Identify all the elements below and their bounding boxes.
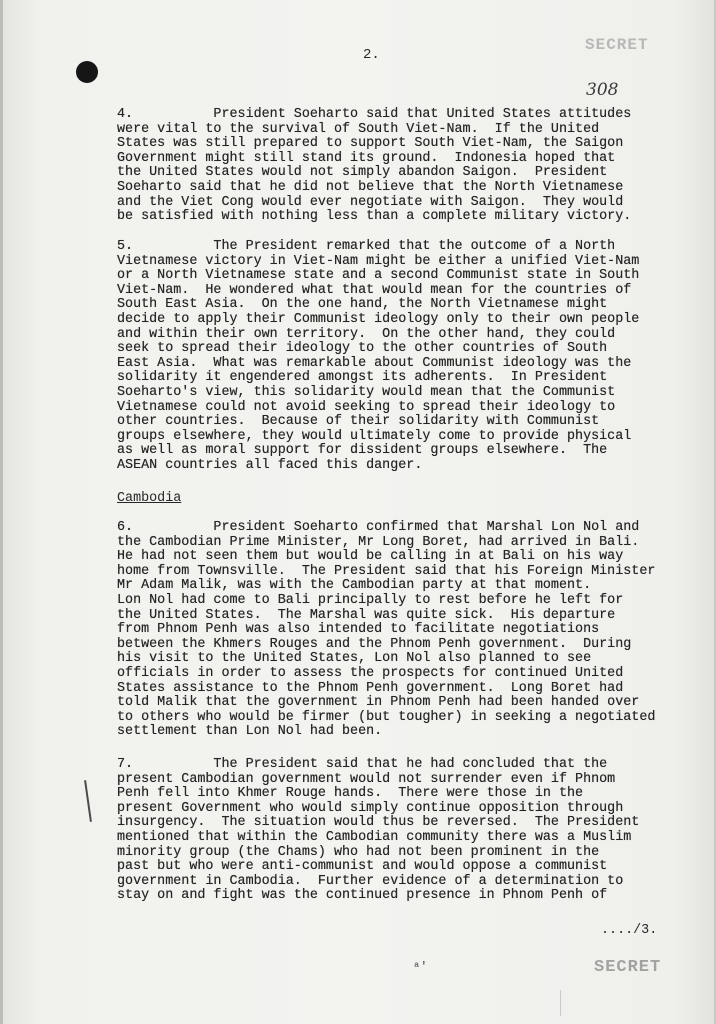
text-line: stay on and fight was the continued presence in Phnom Penh of [117, 888, 608, 904]
text-line: the United States would not simply abandon Saigon. President [117, 165, 608, 181]
text-line: decide to apply their Communist ideology only to their own people [117, 311, 640, 327]
text-line: 7. The President said that he had concluded that the [117, 757, 608, 772]
text-line: Government might still stand its ground. Indonesia hoped that [117, 150, 616, 166]
text-line: his visit to the United States, Lon Nol also planned to see [117, 651, 592, 667]
text-line: settlement than Lon Nol had been. [117, 724, 383, 740]
margin-pencil-mark [84, 780, 92, 822]
text-line: Vietnamese could not avoid seeking to spread their ideology to [117, 399, 616, 415]
text-line: as well as moral support for dissident groups elsewhere. The [117, 443, 608, 459]
paragraph-4 [117, 108, 692, 225]
text-line: minority group (the Chams) who had not been prominent in the [117, 844, 600, 860]
text-line: and within their own territory. On the other hand, they could [117, 326, 616, 342]
section-heading-cambodia: Cambodia [117, 491, 182, 506]
text-line: past but who were anti-communist and would oppose a communist [117, 859, 608, 875]
text-line: Mr Adam Malik, was with the Cambodian party at that moment. [117, 578, 592, 594]
text-line: the United States. The Marshal was quite sick. His departure [117, 607, 616, 623]
text-line: He had not seen them but would be calling in at Bali on his way [117, 549, 624, 565]
text-line: Soeharto said that he did not believe that the North Vietnamese [117, 179, 624, 195]
text-line: South East Asia. On the one hand, the North Vietnamese might [117, 297, 608, 313]
text-line: States was still prepared to support South Viet-Nam, the Saigon [117, 136, 624, 152]
text-line: ASEAN countries all faced this danger. [117, 457, 423, 473]
stamp-residue [560, 990, 671, 1016]
page-number: 2. [363, 47, 380, 63]
text-line: present Government who would simply continue opposition through [117, 800, 624, 816]
text-line: officials in order to assess the prospects for continued United [117, 665, 624, 681]
text-line: 6. President Soeharto confirmed that Marshal Lon Nol and [117, 520, 640, 535]
text-line: 4. President Soeharto said that United States attitudes [117, 107, 632, 122]
secret-stamp-top: SECRET [585, 36, 649, 54]
text-line: told Malik that the government in Phnom Penh had been handed over [117, 695, 640, 711]
text-line: Soeharto's view, this solidarity would mean that the Communist [117, 384, 616, 400]
text-line: the Cambodian Prime Minister, Mr Long Boret, had arrived in Bali. [117, 534, 640, 550]
text-line: and the Viet Cong would ever negotiate with Saigon. They would [117, 194, 624, 210]
text-line: East Asia. What was remarkable about Communist ideology was the [117, 355, 632, 371]
text-line: present Cambodian government would not surrender even if Phnom [117, 771, 616, 787]
text-line: be satisfied with nothing less than a complete military victory. [117, 209, 632, 225]
paragraph-7 [117, 758, 692, 904]
handwritten-folio-number: 308 [586, 80, 619, 100]
text-line: between the Khmers Rouges and the Phnom Penh government. During [117, 636, 632, 652]
secret-stamp-bottom: SECRET [594, 958, 662, 977]
page-left-edge [0, 0, 3, 1024]
text-line: States assistance to the Phnom Penh government. Long Boret had [117, 680, 624, 696]
text-line: Vietnamese victory in Viet-Nam might be either a unified Viet-Nam [117, 253, 640, 269]
text-line: Penh fell into Khmer Rouge hands. There were those in the [117, 786, 584, 802]
text-line: seek to spread their ideology to the other countries of South [117, 341, 608, 357]
text-line: from Phnom Penh was also intended to facilitate negotiations [117, 622, 600, 638]
text-line: other countries. Because of their solidarity with Communist [117, 414, 600, 430]
text-line: Viet-Nam. He wondered what that would mean for the countries of [117, 282, 632, 298]
text-line: to others who would be firmer (but tougher) in seeking a negotiated [117, 709, 656, 725]
text-line: mentioned that within the Cambodian community there was a Muslim [117, 829, 632, 845]
text-line: groups elsewhere, they would ultimately come to provide physical [117, 428, 632, 444]
paragraph-5 [117, 240, 692, 474]
text-line: Lon Nol had come to Bali principally to rest before he left for [117, 592, 624, 608]
text-line: were vital to the survival of South Viet-Nam. If the United [117, 121, 600, 137]
text-line: home from Townsville. The President said that his Foreign Minister [117, 563, 656, 579]
punch-hole [76, 61, 98, 83]
text-line: insurgency. The situation would thus be reversed. The President [117, 815, 640, 831]
text-line: government in Cambodia. Further evidence of a determination to [117, 873, 624, 889]
paragraph-6 [117, 521, 692, 740]
stray-mark: ᵃ' [413, 960, 428, 974]
continuation-marker: ..../3. [601, 923, 658, 938]
text-line: or a North Vietnamese state and a second Communist state in South [117, 268, 640, 284]
text-line: solidarity it engendered amongst its adherents. In President [117, 370, 608, 386]
text-line: 5. The President remarked that the outcome of a North [117, 239, 616, 254]
